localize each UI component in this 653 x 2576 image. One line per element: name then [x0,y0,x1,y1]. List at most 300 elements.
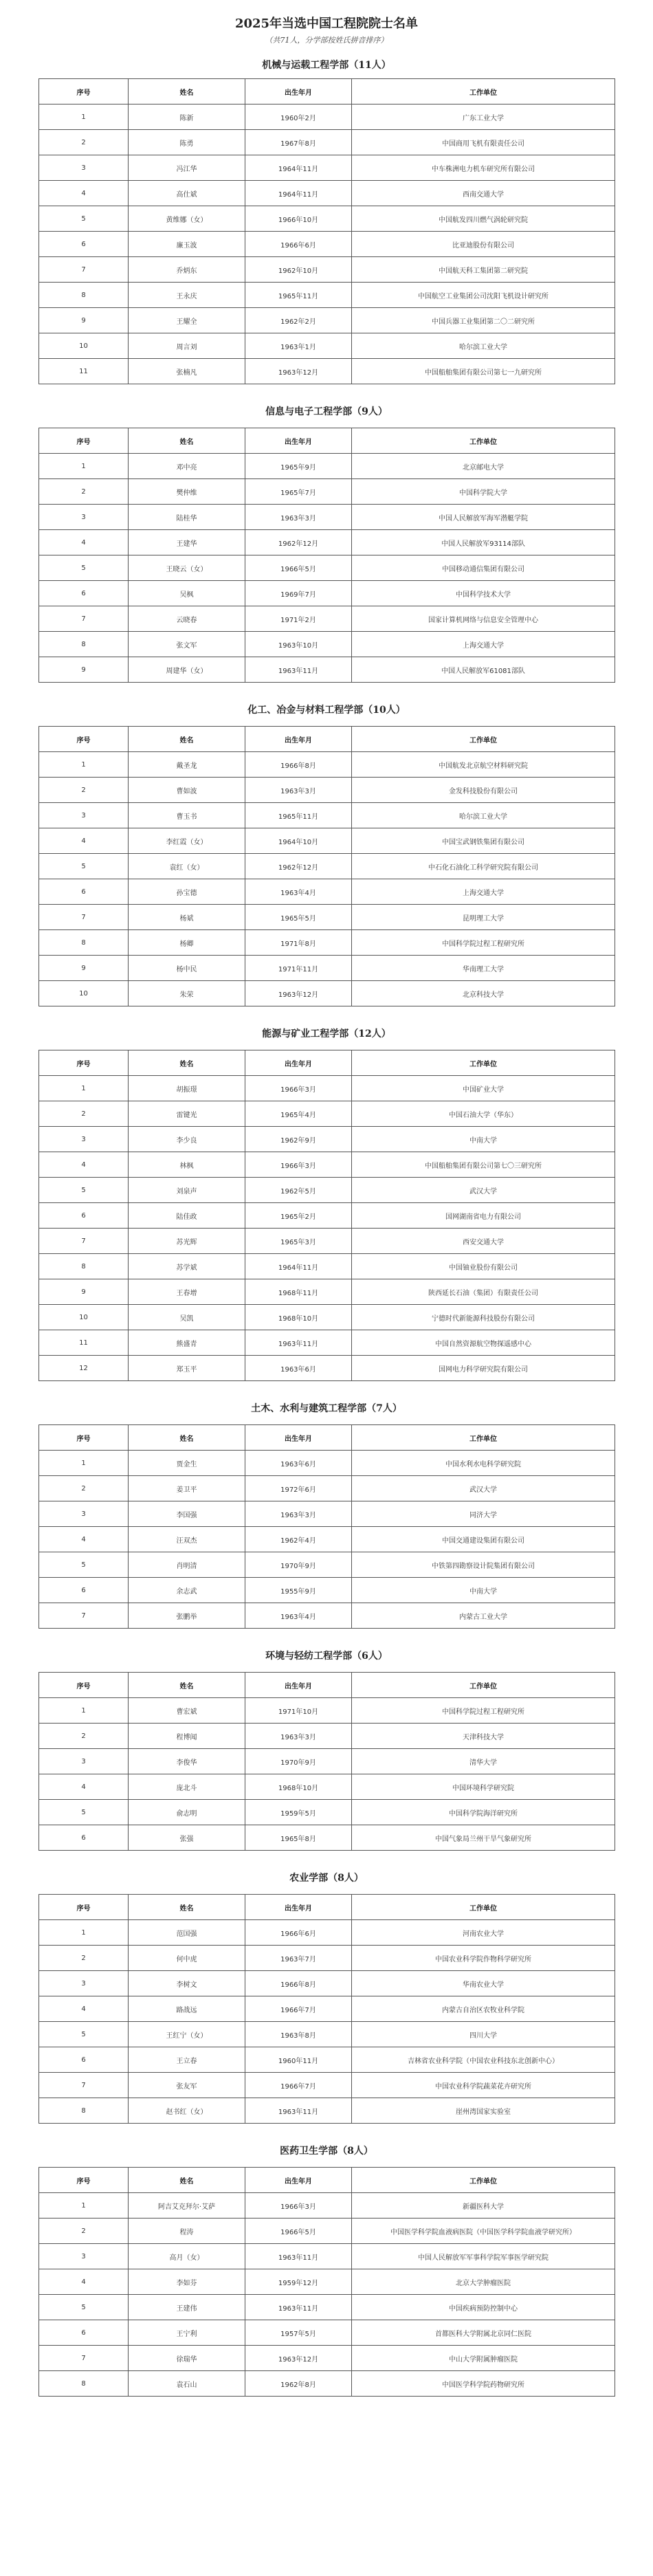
table-row [39,2073,615,2098]
table-row [39,1305,615,1330]
cell-unit: 内蒙古自治区农牧业科学院 [352,1996,615,2022]
table-row [39,130,615,155]
cell-birth: 1966年7月 [245,1996,352,2022]
cell-index: 3 [39,505,129,530]
cell-unit: 首都医科大学附属北京同仁医院 [352,2320,615,2346]
cell-name: 李少良 [129,1127,245,1152]
cell-index: 5 [39,854,129,879]
section-title: 能源与矿业工程学部（12人） [262,1028,391,1039]
cell-unit: 中南大学 [352,1578,615,1603]
cell-index: 6 [39,232,129,257]
cell-index: 6 [39,2047,129,2073]
cell-unit: 中国水利水电科学研究院 [352,1451,615,1476]
cell-unit: 中国航天科工集团第二研究院 [352,257,615,283]
table-row [39,1825,615,1851]
cell-name: 王耀全 [129,308,245,333]
table-row [39,1946,615,1971]
section-spacer [38,384,615,397]
section-title: 农业学部（8人） [289,1873,364,1884]
department-section [38,55,615,397]
table-row [39,155,615,181]
table-header-row [39,428,615,454]
table-row [39,981,615,1006]
cell-index: 3 [39,155,129,181]
cell-unit: 中国自然资源航空物探遥感中心 [352,1330,615,1356]
cell-name: 吴凯 [129,1305,245,1330]
cell-unit: 广东工业大学 [352,104,615,130]
cell-index: 2 [39,1724,129,1749]
cell-name: 黄维娜（女） [129,206,245,232]
cell-index: 6 [39,1203,129,1229]
table-row [39,2022,615,2047]
table-row [39,2244,615,2269]
cell-unit: 华南农业大学 [352,1971,615,1996]
cell-birth: 1966年5月 [245,555,352,581]
table-row [39,1749,615,1774]
table-row [39,1178,615,1203]
cell-unit: 中国商用飞机有限责任公司 [352,130,615,155]
cell-birth: 1963年11月 [245,2098,352,2124]
table-row [39,1451,615,1476]
cell-index: 4 [39,1152,129,1178]
table-row [39,2193,615,2219]
cell-name: 雷键光 [129,1101,245,1127]
cell-unit: 比亚迪股份有限公司 [352,232,615,257]
cell-name: 廉玉波 [129,232,245,257]
cell-birth: 1962年5月 [245,1178,352,1203]
cell-index: 8 [39,632,129,657]
cell-unit: 宁德时代新能源科技股份有限公司 [352,1305,615,1330]
table-row [39,2219,615,2244]
cell-unit: 北京大学肿瘤医院 [352,2269,615,2295]
cell-unit: 国家计算机网络与信息安全管理中心 [352,606,615,632]
cell-birth: 1970年9月 [245,1552,352,1578]
cell-name: 孙宝德 [129,879,245,905]
table-header-row [39,1425,615,1451]
section-spacer [38,1629,615,1641]
cell-unit: 中国航发四川燃气涡轮研究院 [352,206,615,232]
table-row [39,1152,615,1178]
cell-index: 9 [39,308,129,333]
cell-index: 7 [39,1603,129,1629]
cell-birth: 1968年10月 [245,1305,352,1330]
cell-unit: 中铁第四勘察设计院集团有限公司 [352,1552,615,1578]
cell-name: 何中虎 [129,1946,245,1971]
cell-unit: 国网电力科学研究院有限公司 [352,1356,615,1381]
cell-index: 3 [39,803,129,828]
cell-birth: 1970年9月 [245,1749,352,1774]
table-row [39,879,615,905]
header-name: 姓名 [129,79,245,104]
table-row [39,1527,615,1552]
cell-unit: 中国人民解放军军事科学院军事医学研究院 [352,2244,615,2269]
cell-birth: 1971年11月 [245,956,352,981]
cell-index: 6 [39,581,129,606]
cell-unit: 中国人民解放军海军潜艇学院 [352,505,615,530]
cell-index: 2 [39,130,129,155]
table-row [39,930,615,956]
cell-birth: 1963年3月 [245,1501,352,1527]
cell-name: 苏光辉 [129,1229,245,1254]
header-birth: 出生年月 [245,428,352,454]
section-spacer [38,683,615,695]
cell-birth: 1964年11月 [245,1254,352,1279]
cell-index: 6 [39,2320,129,2346]
cell-index: 5 [39,1552,129,1578]
cell-name: 徐瑞华 [129,2346,245,2371]
cell-name: 余志武 [129,1578,245,1603]
cell-unit: 中国气象局兰州干旱气象研究所 [352,1825,615,1851]
cell-name: 杨中民 [129,956,245,981]
cell-unit: 崖州湾国家实验室 [352,2098,615,2124]
cell-birth: 1962年10月 [245,257,352,283]
cell-unit: 哈尔滨工业大学 [352,333,615,359]
cell-name: 曹玉书 [129,803,245,828]
cell-index: 1 [39,454,129,479]
header-name: 姓名 [129,1425,245,1451]
table-row [39,1229,615,1254]
cell-name: 汪双杰 [129,1527,245,1552]
cell-index: 3 [39,2244,129,2269]
cell-name: 乔炳东 [129,257,245,283]
cell-index: 8 [39,2098,129,2124]
header-unit: 工作单位 [352,1895,615,1920]
academician-table [38,1672,615,1851]
cell-unit: 河南农业大学 [352,1920,615,1946]
cell-name: 程涛 [129,2219,245,2244]
cell-birth: 1963年7月 [245,1946,352,1971]
cell-index: 3 [39,1127,129,1152]
header-unit: 工作单位 [352,79,615,104]
cell-name: 吴枫 [129,581,245,606]
cell-birth: 1966年5月 [245,2219,352,2244]
cell-unit: 北京科技大学 [352,981,615,1006]
cell-unit: 中车株洲电力机车研究所有限公司 [352,155,615,181]
cell-unit: 中国农业科学院作物科学研究所 [352,1946,615,1971]
cell-unit: 上海交通大学 [352,632,615,657]
section-spacer [38,2124,615,2136]
header-index: 序号 [39,727,129,752]
cell-unit: 中国科学院海洋研究所 [352,1800,615,1825]
table-row [39,555,615,581]
cell-birth: 1960年2月 [245,104,352,130]
cell-index: 9 [39,657,129,683]
cell-birth: 1965年8月 [245,1825,352,1851]
table-row [39,828,615,854]
header-name: 姓名 [129,727,245,752]
table-header-row [39,79,615,104]
cell-birth: 1963年6月 [245,1451,352,1476]
cell-birth: 1963年4月 [245,1603,352,1629]
cell-birth: 1971年10月 [245,1698,352,1724]
cell-birth: 1965年3月 [245,1229,352,1254]
cell-name: 王建华 [129,530,245,555]
cell-name: 王晓云（女） [129,555,245,581]
cell-unit: 中国铀业股份有限公司 [352,1254,615,1279]
cell-index: 5 [39,206,129,232]
cell-birth: 1966年8月 [245,1971,352,1996]
cell-birth: 1971年8月 [245,930,352,956]
department-section [38,1394,615,1641]
cell-index: 2 [39,1476,129,1501]
table-row [39,2371,615,2397]
table-row [39,257,615,283]
cell-index: 12 [39,1356,129,1381]
header-name: 姓名 [129,2168,245,2193]
cell-name: 陈新 [129,104,245,130]
cell-birth: 1957年5月 [245,2320,352,2346]
cell-birth: 1963年11月 [245,1330,352,1356]
cell-name: 周建华（女） [129,657,245,683]
cell-name: 张文军 [129,632,245,657]
header-unit: 工作单位 [352,428,615,454]
cell-unit: 中国兵器工业集团第二〇二研究所 [352,308,615,333]
cell-name: 高仕斌 [129,181,245,206]
cell-name: 杨斌 [129,905,245,930]
cell-unit: 中国医学科学院药物研究所 [352,2371,615,2397]
header-birth: 出生年月 [245,79,352,104]
department-section [38,397,615,695]
cell-index: 1 [39,1698,129,1724]
cell-index: 6 [39,1825,129,1851]
cell-index: 3 [39,1749,129,1774]
cell-name: 陈勇 [129,130,245,155]
academician-table [38,78,615,384]
table-row [39,1127,615,1152]
header-birth: 出生年月 [245,2168,352,2193]
cell-index: 1 [39,1076,129,1101]
cell-birth: 1966年10月 [245,206,352,232]
cell-name: 高月（女） [129,2244,245,2269]
cell-birth: 1968年10月 [245,1774,352,1800]
table-row [39,854,615,879]
cell-unit: 中国环境科学研究院 [352,1774,615,1800]
table-row [39,905,615,930]
cell-unit: 同济大学 [352,1501,615,1527]
cell-birth: 1963年3月 [245,505,352,530]
table-row [39,2047,615,2073]
academician-table [38,1050,615,1381]
cell-name: 肖明清 [129,1552,245,1578]
cell-index: 2 [39,2219,129,2244]
cell-index: 3 [39,1971,129,1996]
cell-birth: 1966年7月 [245,2073,352,2098]
table-row [39,1971,615,1996]
cell-index: 5 [39,2295,129,2320]
table-row [39,1501,615,1527]
cell-name: 李树文 [129,1971,245,1996]
cell-index: 10 [39,981,129,1006]
cell-name: 云晓春 [129,606,245,632]
cell-index: 7 [39,257,129,283]
table-row [39,1203,615,1229]
cell-birth: 1968年11月 [245,1279,352,1305]
cell-birth: 1962年8月 [245,2371,352,2397]
cell-index: 7 [39,2073,129,2098]
cell-index: 8 [39,2371,129,2397]
cell-birth: 1969年7月 [245,581,352,606]
header-birth: 出生年月 [245,1895,352,1920]
header-unit: 工作单位 [352,1673,615,1698]
header-index: 序号 [39,79,129,104]
table-row [39,1698,615,1724]
sections-container [38,55,615,2409]
section-spacer [38,2397,615,2409]
section-spacer [38,1381,615,1394]
cell-name: 王春增 [129,1279,245,1305]
header-index: 序号 [39,1673,129,1698]
document-page [38,0,615,2409]
academician-table [38,428,615,683]
cell-index: 2 [39,1946,129,1971]
cell-unit: 中南大学 [352,1127,615,1152]
cell-birth: 1965年11月 [245,803,352,828]
cell-birth: 1965年2月 [245,1203,352,1229]
table-row [39,232,615,257]
cell-unit: 上海交通大学 [352,879,615,905]
header-unit: 工作单位 [352,1050,615,1076]
cell-unit: 金发科技股份有限公司 [352,778,615,803]
cell-index: 7 [39,606,129,632]
academician-table [38,1424,615,1629]
cell-name: 曹如波 [129,778,245,803]
header-name: 姓名 [129,1673,245,1698]
cell-unit: 吉林省农业科学院（中国农业科技东北创新中心） [352,2047,615,2073]
cell-birth: 1967年8月 [245,130,352,155]
cell-birth: 1965年9月 [245,454,352,479]
header-name: 姓名 [129,428,245,454]
table-row [39,333,615,359]
cell-birth: 1966年8月 [245,752,352,778]
cell-name: 路战远 [129,1996,245,2022]
cell-birth: 1965年5月 [245,905,352,930]
table-row [39,1076,615,1101]
section-title: 土木、水利与建筑工程学部（7人） [251,1403,402,1414]
cell-name: 范国强 [129,1920,245,1946]
table-row [39,956,615,981]
section-spacer [38,1851,615,1863]
cell-index: 4 [39,1996,129,2022]
cell-index: 10 [39,333,129,359]
cell-unit: 中国交通建设集团有限公司 [352,1527,615,1552]
cell-unit: 华南理工大学 [352,956,615,981]
cell-unit: 内蒙古工业大学 [352,1603,615,1629]
cell-index: 7 [39,2346,129,2371]
cell-birth: 1964年11月 [245,181,352,206]
cell-name: 张强 [129,1825,245,1851]
cell-unit: 中国矿业大学 [352,1076,615,1101]
cell-name: 曹宏斌 [129,1698,245,1724]
cell-name: 樊仲维 [129,479,245,505]
department-section [38,1641,615,1863]
cell-index: 5 [39,2022,129,2047]
header-index: 序号 [39,1895,129,1920]
table-row [39,359,615,384]
table-header-row [39,727,615,752]
section-title: 化工、冶金与材料工程学部（10人） [247,705,406,716]
cell-name: 李俊华 [129,1749,245,1774]
cell-index: 8 [39,1254,129,1279]
cell-index: 1 [39,2193,129,2219]
cell-name: 胡振璟 [129,1076,245,1101]
cell-unit: 中国船舶集团有限公司第七一九研究所 [352,359,615,384]
cell-name: 阿吉艾克拜尔·艾萨 [129,2193,245,2219]
cell-unit: 中国人民解放军61081部队 [352,657,615,683]
cell-name: 庞北斗 [129,1774,245,1800]
table-row [39,206,615,232]
document-subtitle: （共71人，分学部按姓氏拼音排序） [265,36,388,45]
cell-index: 4 [39,828,129,854]
cell-index: 2 [39,1101,129,1127]
cell-birth: 1963年1月 [245,333,352,359]
table-row [39,1101,615,1127]
cell-index: 5 [39,1178,129,1203]
cell-name: 刘泉声 [129,1178,245,1203]
cell-name: 程博闻 [129,1724,245,1749]
table-row [39,1476,615,1501]
table-row [39,606,615,632]
table-header-row [39,2168,615,2193]
cell-unit: 中国人民解放军93114部队 [352,530,615,555]
cell-name: 张楠凡 [129,359,245,384]
cell-unit: 哈尔滨工业大学 [352,803,615,828]
cell-unit: 北京邮电大学 [352,454,615,479]
cell-unit: 中国科学院大学 [352,479,615,505]
table-row [39,1279,615,1305]
table-header-row [39,1050,615,1076]
table-row [39,1552,615,1578]
cell-index: 7 [39,905,129,930]
cell-birth: 1962年2月 [245,308,352,333]
cell-name: 朱荣 [129,981,245,1006]
cell-name: 冯江华 [129,155,245,181]
table-row [39,283,615,308]
table-row [39,1724,615,1749]
section-title: 信息与电子工程学部（9人） [265,406,388,417]
cell-index: 11 [39,359,129,384]
cell-birth: 1964年11月 [245,155,352,181]
cell-birth: 1960年11月 [245,2047,352,2073]
cell-index: 9 [39,1279,129,1305]
cell-unit: 中国疾病预防控制中心 [352,2295,615,2320]
cell-birth: 1963年12月 [245,2346,352,2371]
section-title: 环境与轻纺工程学部（6人） [265,1651,388,1662]
table-row [39,1920,615,1946]
cell-unit: 中国农业科学院蔬菜花卉研究所 [352,2073,615,2098]
cell-birth: 1963年11月 [245,2244,352,2269]
cell-birth: 1959年12月 [245,2269,352,2295]
table-row [39,2295,615,2320]
cell-index: 4 [39,1774,129,1800]
department-section [38,1019,615,1394]
document-title: 2025年当选中国工程院院士名单 [234,16,419,31]
table-row [39,1330,615,1356]
cell-name: 袁石山 [129,2371,245,2397]
cell-birth: 1963年8月 [245,2022,352,2047]
cell-name: 张鹏举 [129,1603,245,1629]
table-row [39,308,615,333]
table-row [39,505,615,530]
cell-unit: 中国科学院过程工程研究所 [352,930,615,956]
header-unit: 工作单位 [352,1425,615,1451]
cell-name: 李国强 [129,1501,245,1527]
header-birth: 出生年月 [245,727,352,752]
cell-unit: 四川大学 [352,2022,615,2047]
cell-unit: 中石化石油化工科学研究院有限公司 [352,854,615,879]
table-row [39,581,615,606]
cell-birth: 1963年11月 [245,2295,352,2320]
header-index: 序号 [39,1050,129,1076]
